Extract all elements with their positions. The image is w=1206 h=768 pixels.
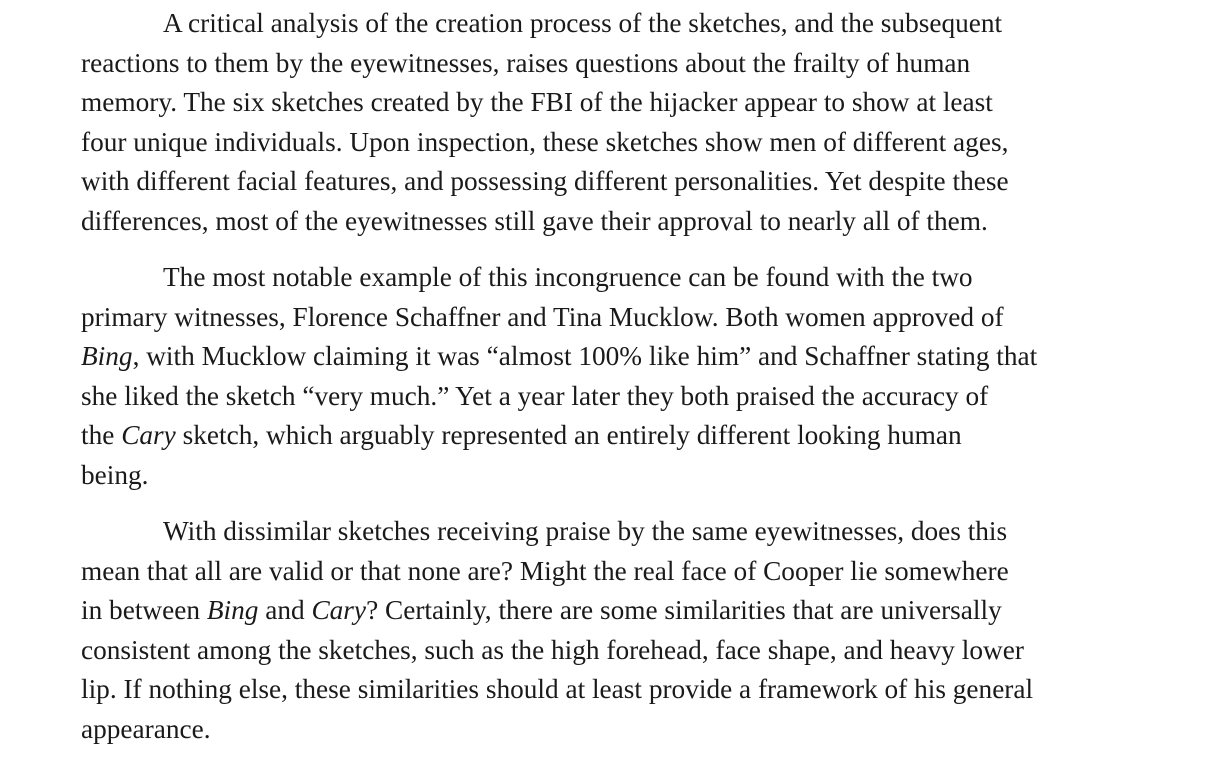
text-run: lip. If nothing else, these similarities should at least provide a framework of his general bbox=[81, 674, 1034, 704]
text-line bbox=[81, 87, 993, 117]
text-line bbox=[81, 166, 1009, 196]
text-line bbox=[81, 341, 1037, 371]
text-line bbox=[81, 381, 988, 411]
text-run: , with Mucklow claiming it was “almost 100% like him” and Schaffner stating that bbox=[132, 341, 1038, 371]
text-run: memory. The six sketches created by the FBI of the hijacker appear to show at least bbox=[81, 87, 993, 117]
text-run: With dissimilar sketches receiving praise by the same eyewitnesses, does this bbox=[163, 516, 1008, 546]
text-run: and bbox=[258, 595, 312, 625]
text-line bbox=[81, 714, 211, 744]
text-line bbox=[81, 48, 970, 78]
text-run: she liked the sketch “very much.” Yet a year later they both praised the accuracy of bbox=[81, 380, 989, 411]
text-line bbox=[81, 127, 1008, 157]
text-run: reactions to them by the eyewitnesses, raises questions about the frailty of human bbox=[81, 47, 971, 78]
text-line bbox=[81, 556, 1009, 586]
italic-title-bing: Bing bbox=[206, 595, 259, 625]
text-line bbox=[163, 262, 973, 292]
text-line bbox=[81, 595, 1002, 625]
text-line bbox=[81, 206, 988, 236]
text-line bbox=[81, 635, 1024, 665]
text-run: A critical analysis of the creation process of the sketches, and the subsequent bbox=[163, 8, 1003, 38]
text-line bbox=[81, 460, 148, 490]
paragraph-2 bbox=[81, 258, 1171, 495]
text-run: appearance. bbox=[81, 713, 211, 744]
text-line bbox=[163, 8, 1002, 38]
text-line bbox=[81, 420, 962, 450]
text-run: the bbox=[81, 420, 122, 450]
text-run: consistent among the sketches, such as the high forehead, face shape, and heavy lower bbox=[81, 634, 1024, 665]
italic-title-cary: Cary bbox=[121, 420, 176, 450]
text-line bbox=[163, 516, 1007, 546]
text-run: sketch, which arguably represented an entirely different looking human bbox=[175, 420, 962, 450]
text-line bbox=[81, 302, 1004, 332]
paragraph-3 bbox=[81, 512, 1171, 749]
italic-title-cary: Cary bbox=[311, 595, 367, 625]
text-run: differences, most of the eyewitnesses still gave their approval to nearly all of them. bbox=[81, 205, 988, 236]
text-run: with different facial features, and possessing different personalities. Yet despite these bbox=[81, 166, 1009, 196]
text-run: mean that all are valid or that none are? Might the real face of Cooper lie somewhere bbox=[81, 555, 1009, 586]
italic-title-bing: Bing bbox=[81, 341, 133, 371]
text-run: being. bbox=[81, 459, 149, 490]
paragraph-1 bbox=[81, 4, 1171, 241]
text-run: The most notable example of this incongruence can be found with the two bbox=[163, 262, 973, 292]
text-run: in between bbox=[81, 595, 207, 625]
text-run: ? Certainly, there are some similarities that are universally bbox=[366, 595, 1002, 625]
text-run: four unique individuals. Upon inspection, these sketches show men of different ages, bbox=[81, 126, 1009, 157]
text-line bbox=[81, 674, 1033, 704]
document-body bbox=[81, 4, 1171, 749]
text-run: primary witnesses, Florence Schaffner and Tina Mucklow. Both women approved of bbox=[81, 301, 1004, 332]
